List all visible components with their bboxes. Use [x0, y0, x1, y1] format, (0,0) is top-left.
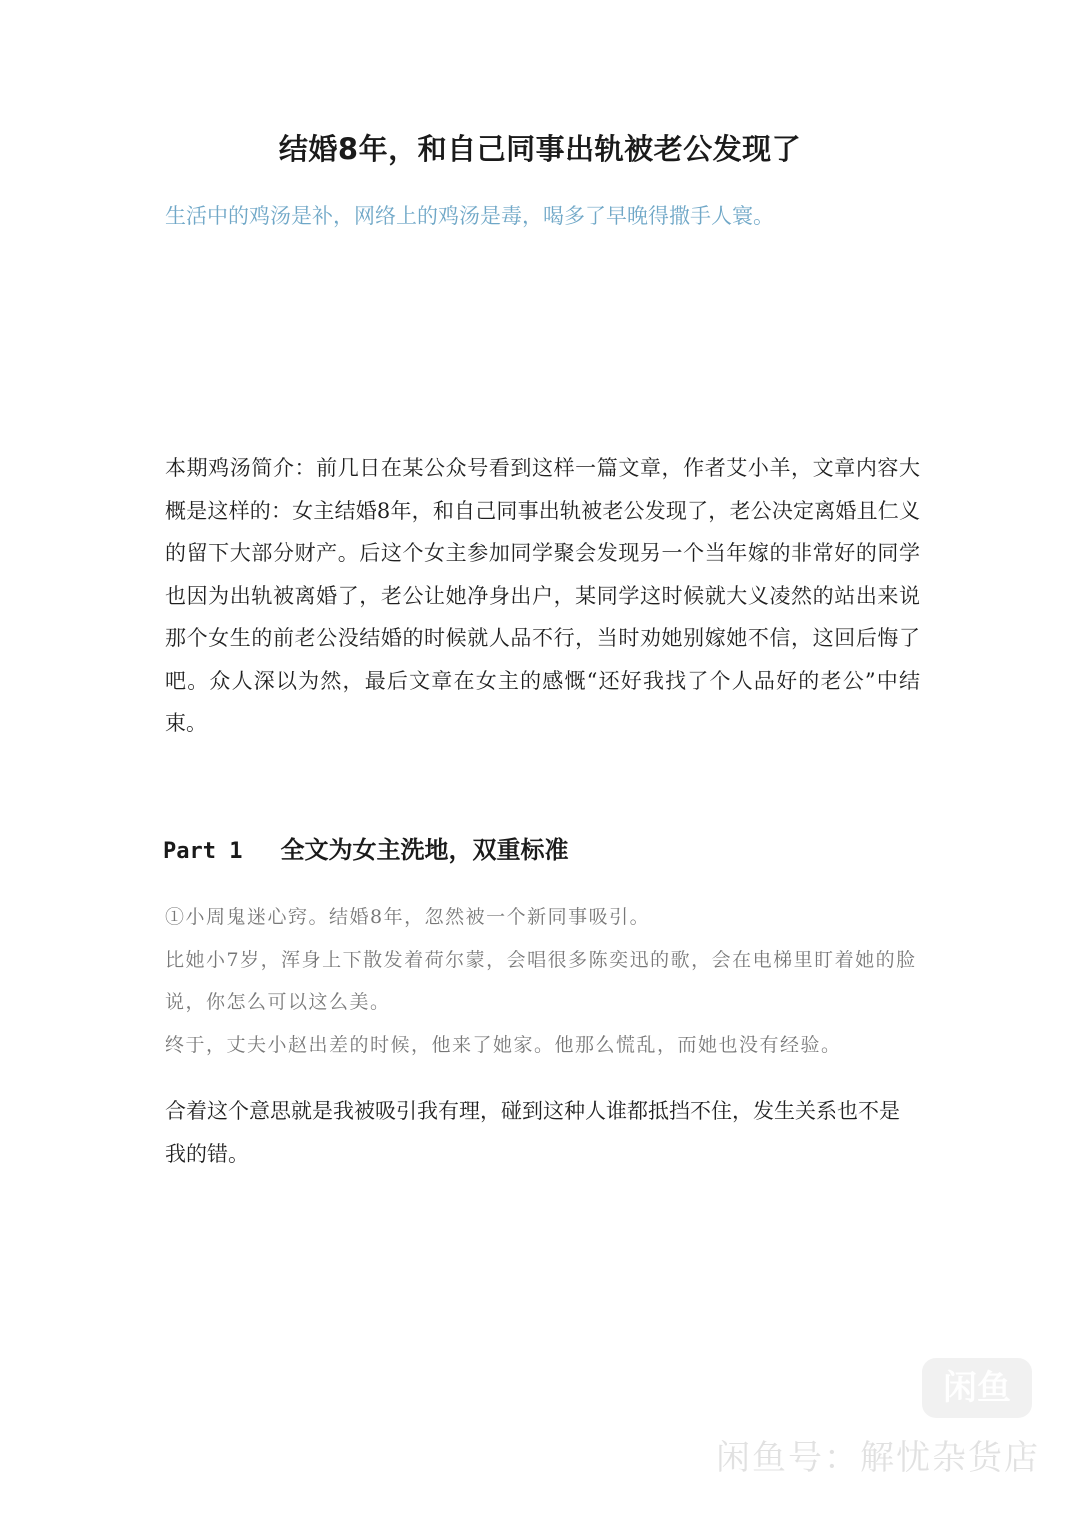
- article-title: 结婚8年，和自己同事出轨被老公发现了: [278, 132, 802, 166]
- part-number: Part 1: [163, 839, 243, 864]
- quote-line: 比她小7岁，浑身上下散发着荷尔蒙，会唱很多陈奕迅的歌，会在电梯里盯着她的脸说，你怎么可以这么美。: [165, 948, 917, 1013]
- intro-paragraph: 本期鸡汤简介：前几日在某公众号看到这样一篇文章，作者艾小羊，文章内容大概是这样的：女主结婚8年，和自己同事出轨被老公发现了，老公决定离婚且仁义的留下大部分财产。后这个女主参加同学聚会发现另一个当年嫁的非常好的同学也因为出轨被离婚了，老公让她净身出户，某同学这时候就大义凌然的站出来说那个女生的前老公没结婚的时候就人品不行，当时劝她别嫁她不信，这回后悔了吧。众人深以为然，最后文章在女主的感慨“还好我找了个人品好的老公”中结束。: [165, 456, 920, 735]
- quote-line: 终于，丈夫小赵出差的时候，他来了她家。他那么慌乱，而她也没有经验。: [165, 1033, 842, 1056]
- part-title: 全文为女主洗地，双重标准: [280, 836, 569, 864]
- article-subtitle: 生活中的鸡汤是补，网络上的鸡汤是毒，喝多了早晚得撒手人寰。: [165, 204, 774, 228]
- quote-line: ①小周鬼迷心窍。结婚8年，忽然被一个新同事吸引。: [165, 906, 651, 928]
- part-heading: [163, 830, 923, 872]
- watermark-logo: 闲鱼: [922, 1358, 1032, 1418]
- quoted-excerpt: [165, 896, 920, 1066]
- watermark-text: 闲鱼号：解忧杂货店: [716, 1438, 1040, 1478]
- comment-paragraph: 合着这个意思就是我被吸引我有理，碰到这种人谁都抵挡不住，发生关系也不是我的错。: [165, 1099, 900, 1166]
